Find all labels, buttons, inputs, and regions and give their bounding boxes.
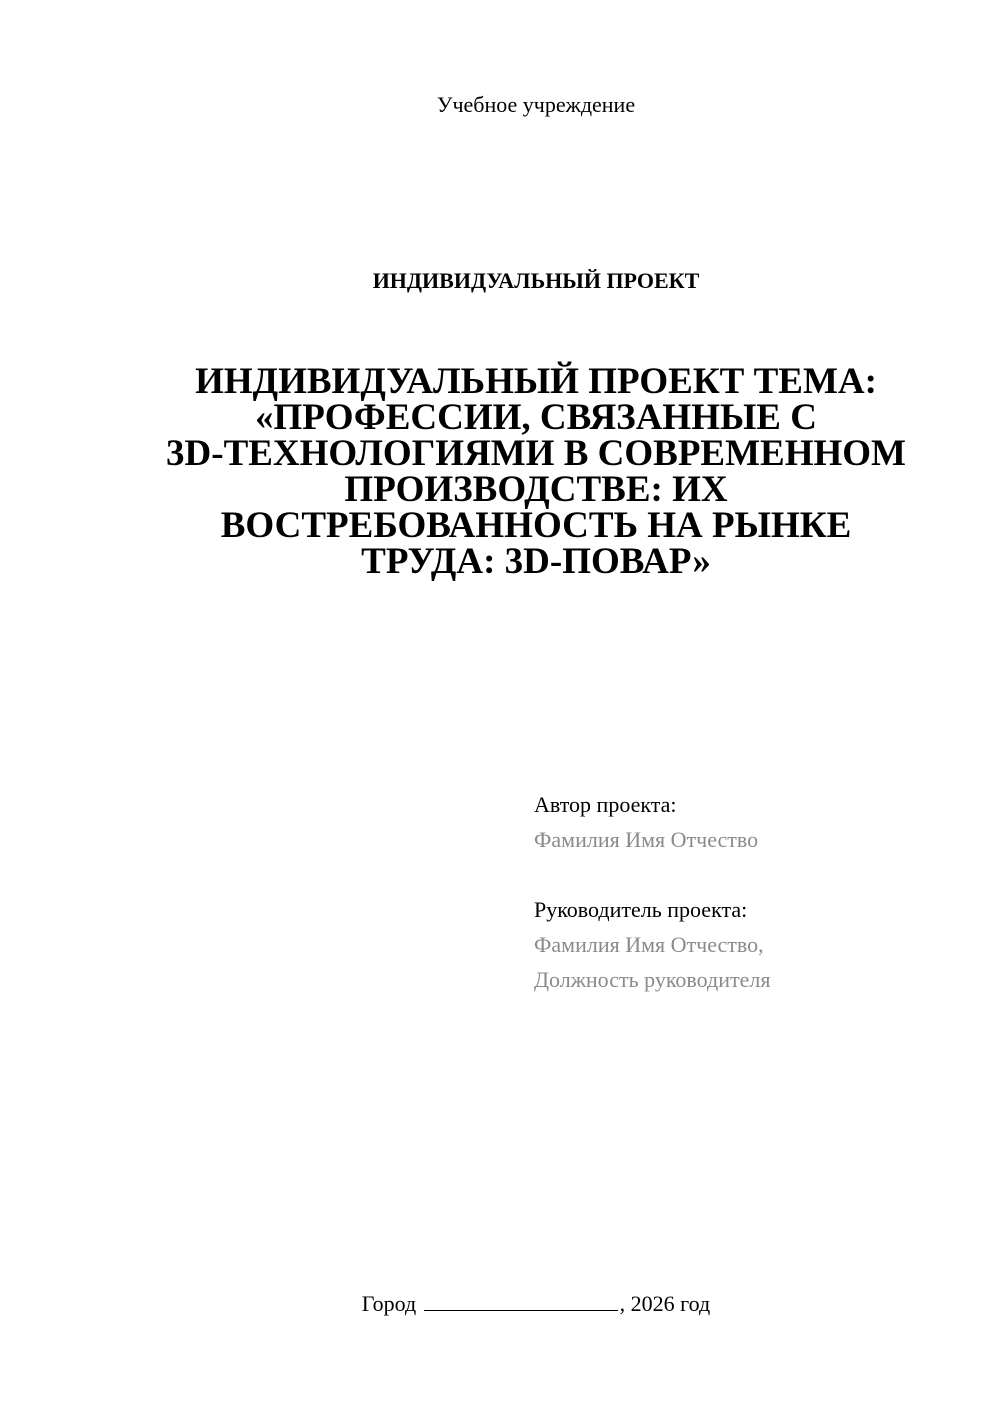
project-type-heading: ИНДИВИДУАЛЬНЫЙ ПРОЕКТ bbox=[372, 268, 700, 293]
author-name: Фамилия Имя Отчество bbox=[534, 827, 759, 852]
title-line: «ПРОФЕССИИ, СВЯЗАННЫЕ С bbox=[255, 397, 817, 438]
title-line: ТРУДА: 3D-ПОВАР» bbox=[361, 541, 711, 582]
title-line: ИНДИВИДУАЛЬНЫЙ ПРОЕКТ ТЕМА: bbox=[195, 361, 877, 402]
supervisor-block bbox=[534, 892, 770, 997]
city-blank-line bbox=[424, 1290, 618, 1311]
supervisor-name: Фамилия Имя Отчество, bbox=[534, 932, 764, 957]
author-label: Автор проекта: bbox=[534, 792, 677, 817]
title-line: ПРОИЗВОДСТВЕ: ИХ bbox=[344, 469, 728, 510]
supervisor-position: Должность руководителя bbox=[534, 967, 771, 992]
city-label: Город bbox=[361, 1291, 417, 1316]
institution-name: Учебное учреждение bbox=[436, 92, 636, 117]
title-line: ВОСТРЕБОВАННОСТЬ НА РЫНКЕ bbox=[220, 505, 852, 546]
title-line: 3D-ТЕХНОЛОГИЯМИ В СОВРЕМЕННОМ bbox=[166, 433, 906, 474]
author-block bbox=[534, 787, 758, 857]
year-text: , 2026 год bbox=[619, 1291, 711, 1316]
project-title bbox=[120, 361, 952, 582]
city-year-line bbox=[0, 1290, 1000, 1317]
supervisor-label: Руководитель проекта: bbox=[534, 897, 748, 922]
